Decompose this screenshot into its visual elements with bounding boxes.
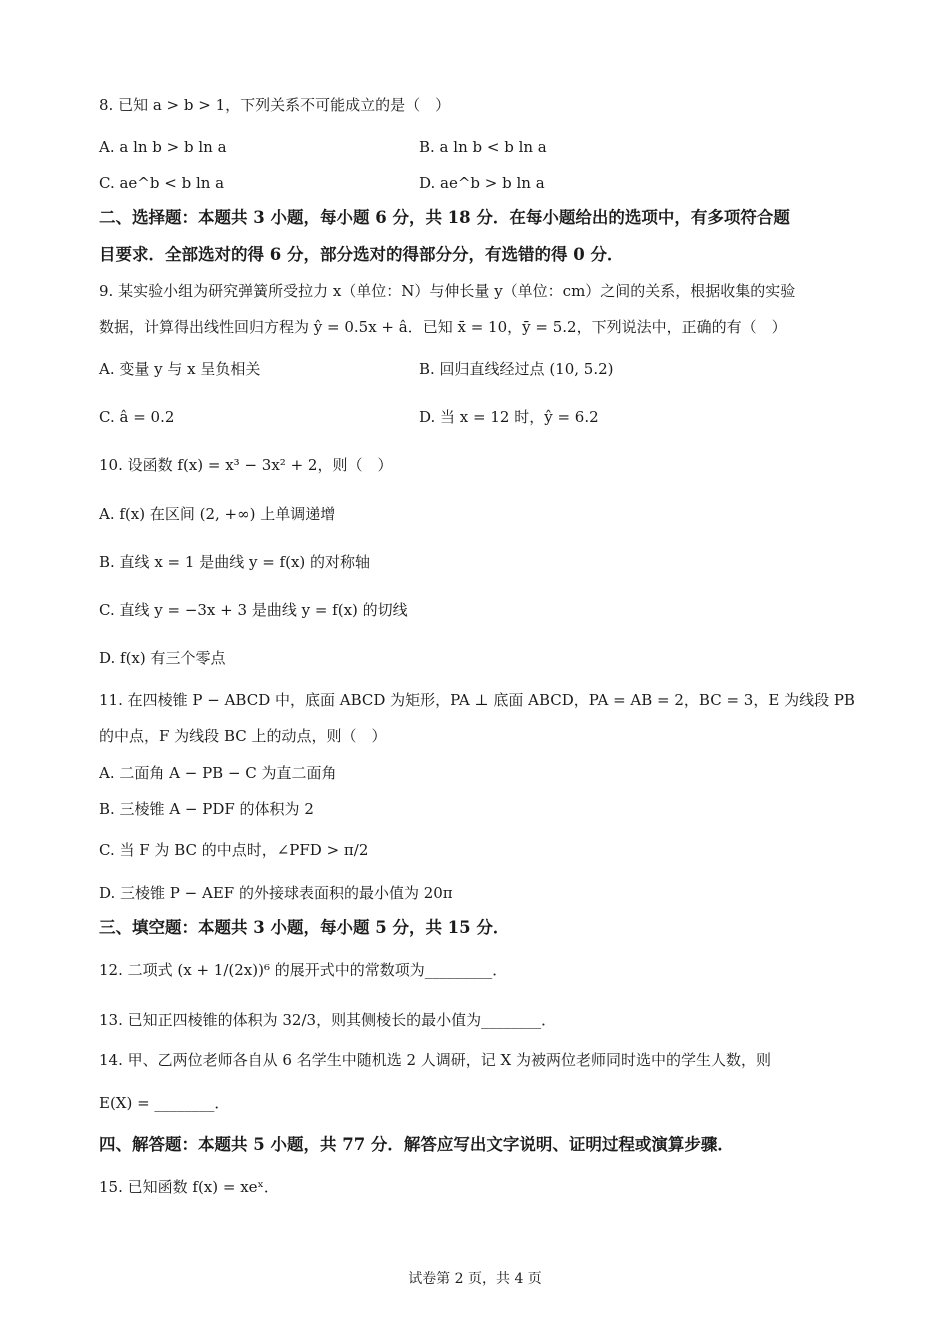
q11-stem-line2: 的中点，F 为线段 BC 上的动点，则（ ） [99,727,387,745]
q9-stem-line1: 9. 某实验小组为研究弹簧所受拉力 x（单位：N）与伸长量 y（单位：cm）之间的关系，根据收集的实验 [99,282,796,300]
q8-option-d: D. ae^b > b ln a [419,174,545,192]
q10-stem: 10. 设函数 f(x) = x³ − 3x² + 2，则（ ） [99,456,393,474]
q10-option-c: C. 直线 y = −3x + 3 是曲线 y = f(x) 的切线 [99,601,408,619]
q8-stem: 8. 已知 a > b > 1，下列关系不可能成立的是（ ） [99,96,451,114]
q13: 13. 已知正四棱锥的体积为 32/3，则其侧棱长的最小值为________． [99,1011,557,1029]
q15: 15. 已知函数 f(x) = xeˣ． [99,1178,279,1196]
q11-option-a: A. 二面角 A − PB − C 为直二面角 [99,764,337,782]
q9-option-a: A. 变量 y 与 x 呈负相关 [99,360,261,378]
section-4-heading: 四、解答题：本题共 5 小题，共 77 分．解答应写出文字说明、证明过程或演算步骤． [99,1135,734,1154]
q9-option-c: C. â = 0.2 [99,408,175,426]
q8-option-b: B. a ln b < b ln a [419,138,547,156]
q10-option-a: A. f(x) 在区间 (2, +∞) 上单调递增 [99,505,336,523]
q9-stem-line2: 数据，计算得出线性回归方程为 ŷ = 0.5x + â．已知 x̄ = 10，ȳ = 5.2，下列说法中，正确的有（ ） [99,318,787,336]
q10-option-d: D. f(x) 有三个零点 [99,649,226,667]
q11-option-b: B. 三棱锥 A − PDF 的体积为 2 [99,800,314,818]
q14-line1: 14. 甲、乙两位老师各自从 6 名学生中随机选 2 人调研，记 X 为被两位老师同时选中的学生人数，则 [99,1051,772,1069]
section-2-heading-line2: 目要求．全部选对的得 6 分，部分选对的得部分分，有选错的得 0 分． [99,245,624,264]
q8-option-c: C. ae^b < b ln a [99,174,225,192]
q11-option-c: C. 当 F 为 BC 的中点时，∠PFD > π/2 [99,841,369,859]
section-3-heading: 三、填空题：本题共 3 小题，每小题 5 分，共 15 分． [99,918,510,937]
section-2-heading-line1: 二、选择题：本题共 3 小题，每小题 6 分，共 18 分．在每小题给出的选项中，有多项符合题 [99,208,790,227]
q14-line2: E(X) = ________． [99,1094,230,1112]
q12: 12. 二项式 (x + 1/(2x))⁶ 的展开式中的常数项为_________． [99,961,508,979]
q11-stem-line1: 11. 在四棱锥 P − ABCD 中，底面 ABCD 为矩形，PA ⊥ 底面 ABCD，PA = AB = 2，BC = 3，E 为线段 PB [99,691,855,709]
q9-option-d: D. 当 x = 12 时，ŷ = 6.2 [419,408,599,426]
q10-option-b: B. 直线 x = 1 是曲线 y = f(x) 的对称轴 [99,553,371,571]
page-footer: 试卷第 2 页，共 4 页 [408,1271,542,1287]
q11-option-d: D. 三棱锥 P − AEF 的外接球表面积的最小值为 20π [99,884,453,902]
q8-option-a: A. a ln b > b ln a [99,138,227,156]
q9-option-b: B. 回归直线经过点 (10, 5.2) [419,360,614,378]
